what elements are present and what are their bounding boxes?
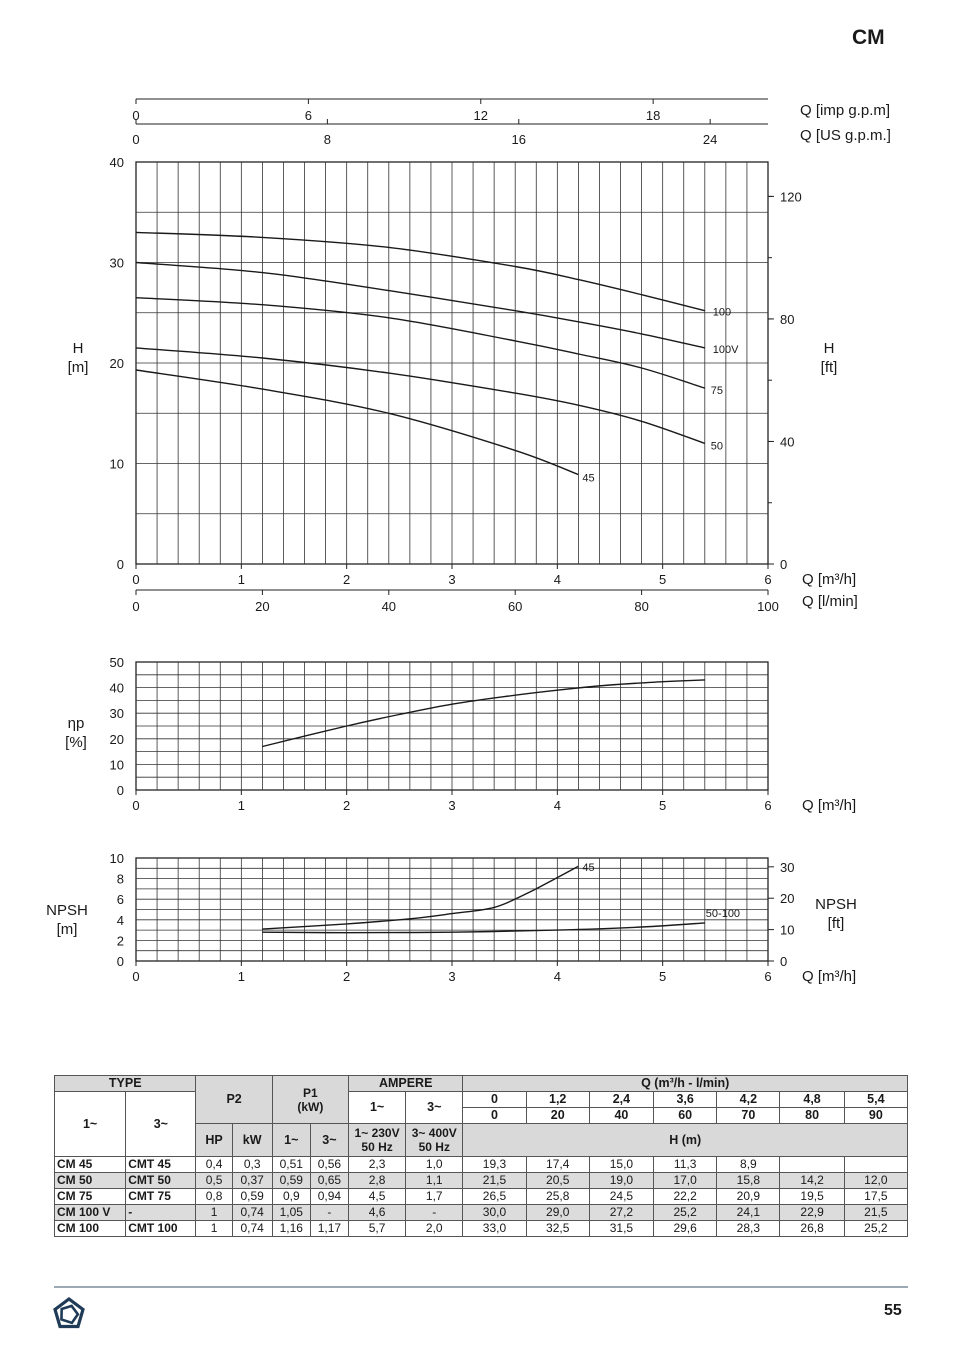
- secondary-x-tick-label: 0: [132, 132, 140, 147]
- y2-tick-label: 10: [780, 922, 795, 938]
- x-tick-label: 6: [764, 798, 772, 813]
- series-label: 45: [582, 862, 595, 875]
- hp-value: 1: [196, 1205, 232, 1221]
- head-value: 29,6: [654, 1221, 717, 1237]
- head-value: 25,2: [654, 1205, 717, 1221]
- x-tick-label: 3: [448, 969, 456, 984]
- x-tick-label: 6: [764, 572, 772, 587]
- head-value: 22,2: [654, 1189, 717, 1205]
- p1-three-value: 0,94: [310, 1189, 348, 1205]
- series-line: [136, 232, 705, 310]
- model-three-phase: CMT 75: [126, 1189, 196, 1205]
- y-tick-label: 20: [109, 356, 124, 371]
- head-value: 21,5: [463, 1173, 526, 1189]
- secondary-x-tick-label: 16: [511, 132, 527, 147]
- head-value: 15,8: [717, 1173, 780, 1189]
- x-axis-label: Q [m³/h]: [802, 797, 857, 814]
- x-tick-label: 6: [764, 969, 772, 984]
- p1-three-value: 0,56: [310, 1157, 348, 1173]
- secondary-x-axis-label: Q [US g.p.m.]: [800, 127, 891, 144]
- hp-value: 0,8: [196, 1189, 232, 1205]
- y-tick-label: 0: [116, 954, 124, 969]
- q-lmin-cell: 90: [844, 1108, 907, 1124]
- kw-value: 0,74: [232, 1205, 272, 1221]
- series-label: 100V: [712, 343, 739, 356]
- q-m3h-cell: 4,8: [780, 1092, 844, 1108]
- ampere-three-value: 2,0: [406, 1221, 463, 1237]
- secondary-x-tick-label: 80: [634, 599, 649, 614]
- ampere-single-value: 4,5: [348, 1189, 405, 1205]
- page-title: CM: [852, 26, 885, 49]
- ampere-three-value: -: [406, 1205, 463, 1221]
- kw-value: 0,3: [232, 1157, 272, 1173]
- y-tick-label: 2: [116, 933, 124, 949]
- secondary-x-tick-label: 40: [381, 599, 397, 614]
- model-single-phase: CM 45: [55, 1157, 126, 1173]
- head-value: [844, 1157, 907, 1173]
- y-axis-title: H [m]: [67, 340, 89, 376]
- head-value: 28,3: [717, 1221, 780, 1237]
- p1-single-value: 0,9: [272, 1189, 310, 1205]
- x-tick-label: 1: [237, 798, 245, 813]
- p1-single-value: 0,59: [272, 1173, 310, 1189]
- y-tick-label: 20: [109, 731, 124, 747]
- y2-tick-label: 30: [780, 859, 795, 875]
- y2-tick-label: 0: [780, 557, 788, 572]
- head-value: 19,5: [780, 1189, 844, 1205]
- ampere-single-value: 5,7: [348, 1221, 405, 1237]
- secondary-x-axis-label: Q [imp g.p.m]: [800, 102, 891, 119]
- series-label: 45: [582, 472, 595, 485]
- q-header: Q (m³/h - l/min): [463, 1076, 908, 1092]
- secondary-x-axis-label: Q [l/min]: [802, 593, 858, 610]
- head-value: 26,8: [780, 1221, 844, 1237]
- head-value: 27,2: [589, 1205, 653, 1221]
- three-phase-header: 3~: [126, 1092, 196, 1157]
- series-label: 50: [710, 440, 724, 453]
- model-three-phase: CMT 50: [126, 1173, 196, 1189]
- y-tick-label: 40: [109, 680, 124, 696]
- ampere-three-voltage: 3~ 400V 50 Hz: [406, 1124, 463, 1157]
- ampere-three-value: 1,7: [406, 1189, 463, 1205]
- model-single-phase: CM 100 V: [55, 1205, 126, 1221]
- head-value: 33,0: [463, 1221, 526, 1237]
- hp-header: HP: [196, 1124, 232, 1157]
- head-value: 11,3: [654, 1157, 717, 1173]
- y2-axis-title: NPSH [ft]: [815, 896, 857, 932]
- head-value: 24,1: [717, 1205, 780, 1221]
- table-row: [55, 1205, 908, 1221]
- head-value: 12,0: [844, 1173, 907, 1189]
- head-value: 26,5: [463, 1189, 526, 1205]
- y-tick-label: 30: [109, 706, 124, 722]
- ampere-single-value: 4,6: [348, 1205, 405, 1221]
- model-three-phase: -: [126, 1205, 196, 1221]
- x-tick-label: 5: [659, 572, 667, 587]
- x-tick-label: 3: [448, 572, 456, 587]
- head-value: 31,5: [589, 1221, 653, 1237]
- y-tick-label: 6: [116, 892, 124, 908]
- secondary-x-tick-label: 12: [473, 108, 489, 123]
- head-value: [780, 1157, 844, 1173]
- q-m3h-cell: 5,4: [844, 1092, 907, 1108]
- x-tick-label: 5: [659, 969, 667, 984]
- secondary-x-tick-label: 100: [757, 599, 779, 614]
- y2-tick-label: 80: [780, 311, 795, 327]
- x-axis-label: Q [m³/h]: [802, 571, 857, 588]
- ampere-single-voltage: 1~ 230V 50 Hz: [348, 1124, 405, 1157]
- y2-tick-label: 0: [780, 954, 788, 969]
- model-three-phase: CMT 100: [126, 1221, 196, 1237]
- head-value: 30,0: [463, 1205, 526, 1221]
- secondary-x-tick-label: 24: [702, 132, 718, 147]
- x-tick-label: 0: [132, 969, 140, 984]
- secondary-x-tick-label: 20: [255, 599, 270, 614]
- model-three-phase: CMT 45: [126, 1157, 196, 1173]
- y2-axis-title: H [ft]: [820, 340, 838, 376]
- pentagon-logo-icon: [52, 1297, 86, 1336]
- hp-value: 1: [196, 1221, 232, 1237]
- x-tick-label: 1: [237, 969, 245, 984]
- q-m3h-cell: 0: [463, 1092, 526, 1108]
- secondary-x-tick-label: 8: [323, 132, 332, 147]
- head-value: 17,4: [526, 1157, 589, 1173]
- hp-value: 0,5: [196, 1173, 232, 1189]
- y2-tick-label: 20: [780, 891, 795, 907]
- y-tick-label: 10: [109, 757, 124, 773]
- x-tick-label: 4: [553, 798, 561, 813]
- head-value: 19,3: [463, 1157, 526, 1173]
- y-tick-label: 4: [116, 912, 124, 928]
- h-header: H (m): [463, 1124, 908, 1157]
- head-value: 20,5: [526, 1173, 589, 1189]
- q-lmin-cell: 40: [589, 1108, 653, 1124]
- p1-three-value: 0,65: [310, 1173, 348, 1189]
- head-value: 21,5: [844, 1205, 907, 1221]
- q-m3h-cell: 3,6: [654, 1092, 717, 1108]
- type-header: TYPE: [55, 1076, 196, 1092]
- y-tick-label: 50: [109, 655, 124, 670]
- y-tick-label: 10: [109, 456, 124, 472]
- head-value: 8,9: [717, 1157, 780, 1173]
- secondary-x-tick-label: 6: [304, 108, 313, 123]
- x-tick-label: 2: [343, 572, 351, 587]
- series-line: [136, 370, 578, 475]
- ampere-three-header: 3~: [406, 1092, 463, 1124]
- y-tick-label: 40: [109, 155, 124, 170]
- series-label: 50-100: [705, 907, 741, 920]
- series-label: 100: [712, 306, 732, 319]
- kw-value: 0,37: [232, 1173, 272, 1189]
- y-tick-label: 8: [116, 871, 124, 887]
- single-phase-header: 1~: [55, 1092, 126, 1157]
- y-axis-title: ηp [%]: [65, 715, 87, 751]
- model-single-phase: CM 100: [55, 1221, 126, 1237]
- ampere-three-value: 1,0: [406, 1157, 463, 1173]
- table-row: [55, 1157, 908, 1173]
- p2-header: P2: [196, 1076, 272, 1124]
- x-tick-label: 2: [343, 798, 351, 813]
- specifications-table: [54, 1075, 908, 1237]
- series-line: [136, 298, 705, 388]
- p1-single-value: 1,05: [272, 1205, 310, 1221]
- y-axis-title: NPSH [m]: [46, 902, 88, 938]
- x-tick-label: 4: [553, 572, 561, 587]
- head-value: 15,0: [589, 1157, 653, 1173]
- x-tick-label: 2: [343, 969, 351, 984]
- q-lmin-cell: 20: [526, 1108, 589, 1124]
- kw-value: 0,59: [232, 1189, 272, 1205]
- y-tick-label: 0: [116, 557, 124, 572]
- secondary-x-tick-label: 0: [132, 599, 140, 614]
- x-tick-label: 5: [659, 798, 667, 813]
- q-m3h-cell: 4,2: [717, 1092, 780, 1108]
- head-value: 25,2: [844, 1221, 907, 1237]
- table-row: [55, 1173, 908, 1189]
- head-value: 14,2: [780, 1173, 844, 1189]
- q-lmin-cell: 80: [780, 1108, 844, 1124]
- x-tick-label: 1: [237, 572, 245, 587]
- ampere-single-header: 1~: [348, 1092, 405, 1124]
- x-axis-label: Q [m³/h]: [802, 968, 857, 985]
- series-line: [136, 263, 705, 348]
- head-value: 29,0: [526, 1205, 589, 1221]
- q-m3h-cell: 2,4: [589, 1092, 653, 1108]
- y-tick-label: 10: [109, 851, 124, 866]
- x-tick-label: 3: [448, 798, 456, 813]
- p1-three-value: 1,17: [310, 1221, 348, 1237]
- q-lmin-cell: 70: [717, 1108, 780, 1124]
- kw-header: kW: [232, 1124, 272, 1157]
- kw-value: 0,74: [232, 1221, 272, 1237]
- series-label: 75: [710, 385, 724, 398]
- model-single-phase: CM 75: [55, 1189, 126, 1205]
- head-value: 32,5: [526, 1221, 589, 1237]
- y-tick-label: 0: [116, 783, 124, 798]
- p1-three-header: 3~: [310, 1124, 348, 1157]
- p1-single-value: 0,51: [272, 1157, 310, 1173]
- footer-divider: [54, 1286, 908, 1288]
- head-value: 25,8: [526, 1189, 589, 1205]
- model-single-phase: CM 50: [55, 1173, 126, 1189]
- head-value: 19,0: [589, 1173, 653, 1189]
- x-tick-label: 0: [132, 572, 140, 587]
- y-tick-label: 30: [109, 255, 124, 271]
- secondary-x-tick-label: 0: [132, 108, 140, 123]
- p1-three-value: -: [310, 1205, 348, 1221]
- secondary-x-tick-label: 60: [507, 599, 523, 614]
- q-lmin-cell: 0: [463, 1108, 526, 1124]
- ampere-header: AMPERE: [348, 1076, 462, 1092]
- y2-tick-label: 40: [780, 434, 795, 450]
- head-value: 17,0: [654, 1173, 717, 1189]
- head-value: 24,5: [589, 1189, 653, 1205]
- table-row: [55, 1189, 908, 1205]
- head-value: 17,5: [844, 1189, 907, 1205]
- p1-single-header: 1~: [272, 1124, 310, 1157]
- q-lmin-cell: 60: [654, 1108, 717, 1124]
- x-tick-label: 4: [553, 969, 561, 984]
- p1-header: P1 (kW): [272, 1076, 348, 1124]
- hp-value: 0,4: [196, 1157, 232, 1173]
- head-value: 20,9: [717, 1189, 780, 1205]
- page-number: 55: [884, 1302, 902, 1319]
- secondary-x-tick-label: 18: [645, 108, 661, 123]
- ampere-single-value: 2,8: [348, 1173, 405, 1189]
- ampere-three-value: 1,1: [406, 1173, 463, 1189]
- y2-tick-label: 120: [780, 189, 802, 205]
- head-value: 22,9: [780, 1205, 844, 1221]
- ampere-single-value: 2,3: [348, 1157, 405, 1173]
- table-row: [55, 1221, 908, 1237]
- q-m3h-cell: 1,2: [526, 1092, 589, 1108]
- x-tick-label: 0: [132, 798, 140, 813]
- p1-single-value: 1,16: [272, 1221, 310, 1237]
